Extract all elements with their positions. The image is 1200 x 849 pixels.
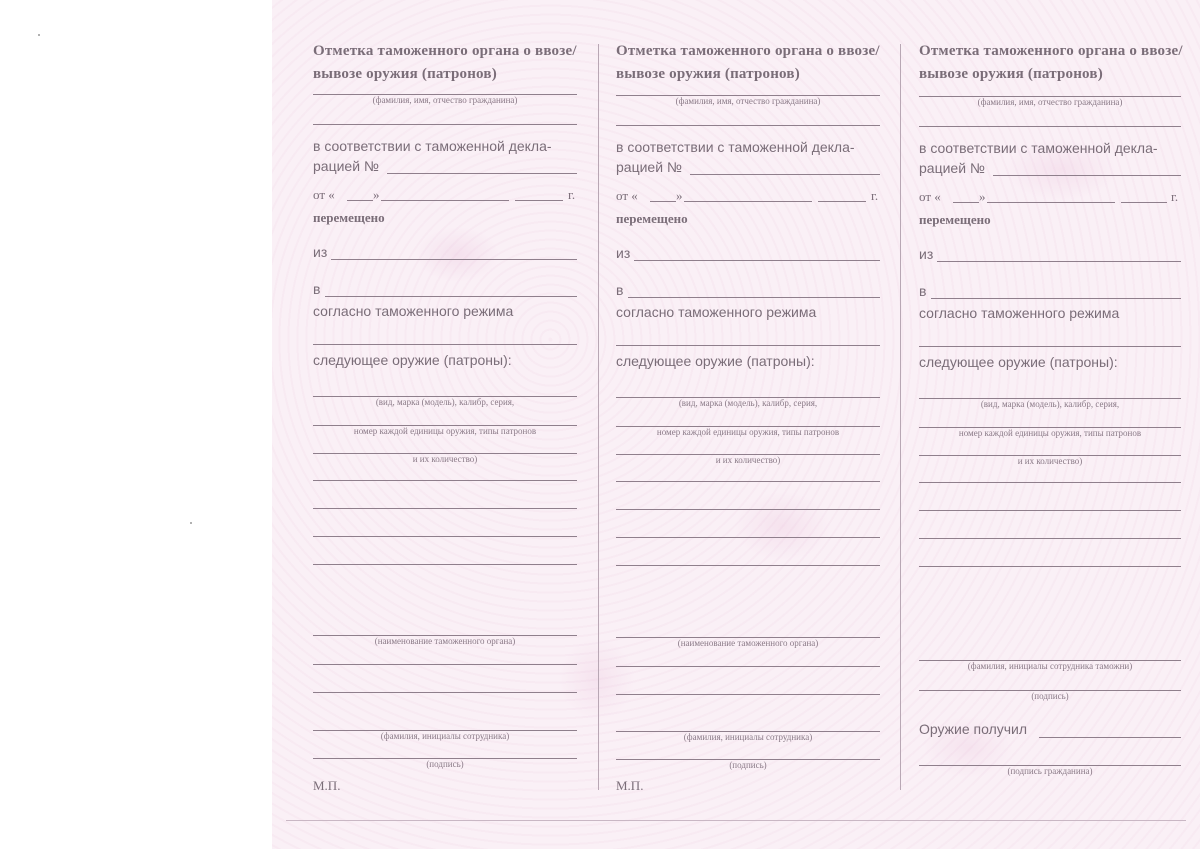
weapon-line-4[interactable] (313, 480, 577, 481)
declaration-text-1: в соответствии с таможенной декла- (313, 138, 552, 154)
weapon-line-6[interactable] (616, 537, 880, 538)
regime-label: согласно таможенного режима (919, 305, 1120, 321)
citizen-signature-caption: (подпись гражданина) (1007, 766, 1093, 776)
weapon-line-5[interactable] (313, 508, 577, 509)
cut-line (286, 820, 1186, 821)
scan-speck (38, 34, 40, 36)
into-label: в (616, 282, 624, 298)
regime-label: согласно таможенного режима (313, 303, 514, 319)
weapon-line-4[interactable] (919, 482, 1181, 483)
officer-caption: (фамилия, инициалы сотрудника) (380, 731, 510, 741)
date-year-label: г. (1171, 189, 1179, 204)
weapon-line-7[interactable] (919, 566, 1181, 567)
weapon-line-4[interactable] (616, 481, 880, 482)
weapons-label: следующее оружие (патроны): (616, 353, 815, 369)
stamp-label: М.П. (313, 778, 341, 793)
officer-caption: (фамилия, инициалы сотрудника таможни) (967, 661, 1133, 671)
into-label: в (313, 281, 321, 297)
name-line-2[interactable] (313, 124, 577, 125)
column-title: Отметка таможенного органа о ввозе/вывозе оружия (патронов) (919, 43, 1183, 82)
signature-caption: (подпись) (426, 759, 464, 769)
regime-line[interactable] (616, 345, 880, 346)
from-label: из (919, 246, 934, 262)
from-line[interactable] (331, 259, 577, 260)
from-label: из (616, 245, 631, 261)
column-title: Отметка таможенного органа о ввозе/вывозе оружия (патронов) (313, 43, 577, 82)
weapon-caption-2: номер каждой единицы оружия, типы патронов (656, 427, 840, 437)
date-quote-close: » (373, 187, 380, 202)
received-line[interactable] (1039, 737, 1181, 738)
date-quote-close: » (676, 188, 683, 203)
moved-label: перемещено (616, 211, 688, 226)
declaration-text-1: в соответствии с таможенной декла- (919, 140, 1158, 156)
weapon-caption-3: и их количество) (412, 454, 478, 464)
signature-caption: (подпись) (1031, 691, 1069, 701)
date-from-label: от « (313, 187, 335, 202)
weapon-line-5[interactable] (616, 509, 880, 510)
name-caption: (фамилия, имя, отчество гражданина) (675, 96, 821, 106)
from-label: из (313, 244, 328, 260)
weapons-label: следующее оружие (патроны): (919, 354, 1118, 370)
name-line-2[interactable] (919, 126, 1181, 127)
weapon-caption-2: номер каждой единицы оружия, типы патронов (353, 426, 537, 436)
weapon-line-5[interactable] (919, 510, 1181, 511)
date-quote-close: » (979, 189, 986, 204)
weapon-caption-1: (вид, марка (модель), калибр, серия, (375, 397, 515, 407)
weapon-caption-3: и их количество) (715, 455, 781, 465)
date-from-label: от « (616, 188, 638, 203)
column-divider (598, 44, 599, 790)
date-day-line[interactable] (953, 202, 979, 203)
into-line[interactable] (325, 296, 577, 297)
declaration-number-line[interactable] (993, 175, 1181, 176)
customs-body-line-2[interactable] (313, 664, 577, 665)
declaration-text-2: рацией № (313, 158, 379, 174)
name-caption: (фамилия, имя, отчество гражданина) (977, 97, 1123, 107)
weapon-caption-1: (вид, марка (модель), калибр, серия, (980, 399, 1120, 409)
date-year-label: г. (568, 187, 576, 202)
regime-line[interactable] (919, 346, 1181, 347)
into-line[interactable] (931, 298, 1181, 299)
name-caption: (фамилия, имя, отчество гражданина) (372, 95, 518, 105)
column-title: Отметка таможенного органа о ввозе/вывозе оружия (патронов) (616, 43, 880, 82)
scan-speck (190, 522, 192, 524)
weapons-label: следующее оружие (патроны): (313, 352, 512, 368)
stamp-label: М.П. (616, 778, 644, 793)
customs-body-line-3[interactable] (616, 694, 880, 695)
date-year-line[interactable] (515, 200, 563, 201)
date-day-line[interactable] (650, 201, 676, 202)
weapon-caption-2: номер каждой единицы оружия, типы патронов (958, 428, 1142, 438)
officer-caption: (фамилия, инициалы сотрудника) (683, 732, 813, 742)
received-label: Оружие получил (919, 721, 1028, 737)
column-divider (900, 44, 901, 790)
weapon-line-7[interactable] (313, 564, 577, 565)
date-day-line[interactable] (347, 200, 373, 201)
date-month-line[interactable] (684, 201, 812, 202)
declaration-text-1: в соответствии с таможенной декла- (616, 139, 855, 155)
weapon-caption-1: (вид, марка (модель), калибр, серия, (678, 398, 818, 408)
weapon-line-7[interactable] (616, 565, 880, 566)
customs-body-caption: (наименование таможенного органа) (374, 636, 516, 646)
declaration-number-line[interactable] (387, 173, 577, 174)
customs-body-line-2[interactable] (616, 666, 880, 667)
customs-body-line-3[interactable] (313, 692, 577, 693)
into-line[interactable] (628, 297, 880, 298)
declaration-number-line[interactable] (690, 174, 880, 175)
regime-line[interactable] (313, 344, 577, 345)
date-month-line[interactable] (381, 200, 509, 201)
moved-label: перемещено (313, 210, 385, 225)
weapon-line-6[interactable] (313, 536, 577, 537)
declaration-text-2: рацией № (616, 159, 682, 175)
from-line[interactable] (634, 260, 880, 261)
declaration-text-2: рацией № (919, 160, 985, 176)
date-year-line[interactable] (818, 201, 866, 202)
customs-body-caption: (наименование таможенного органа) (677, 638, 819, 648)
date-year-label: г. (871, 188, 879, 203)
into-label: в (919, 283, 927, 299)
signature-caption: (подпись) (729, 760, 767, 770)
weapon-line-6[interactable] (919, 538, 1181, 539)
from-line[interactable] (937, 261, 1181, 262)
weapon-caption-3: и их количество) (1017, 456, 1083, 466)
moved-label: перемещено (919, 212, 991, 227)
date-month-line[interactable] (987, 202, 1115, 203)
name-line-2[interactable] (616, 125, 880, 126)
date-year-line[interactable] (1121, 202, 1167, 203)
regime-label: согласно таможенного режима (616, 304, 817, 320)
date-from-label: от « (919, 189, 941, 204)
